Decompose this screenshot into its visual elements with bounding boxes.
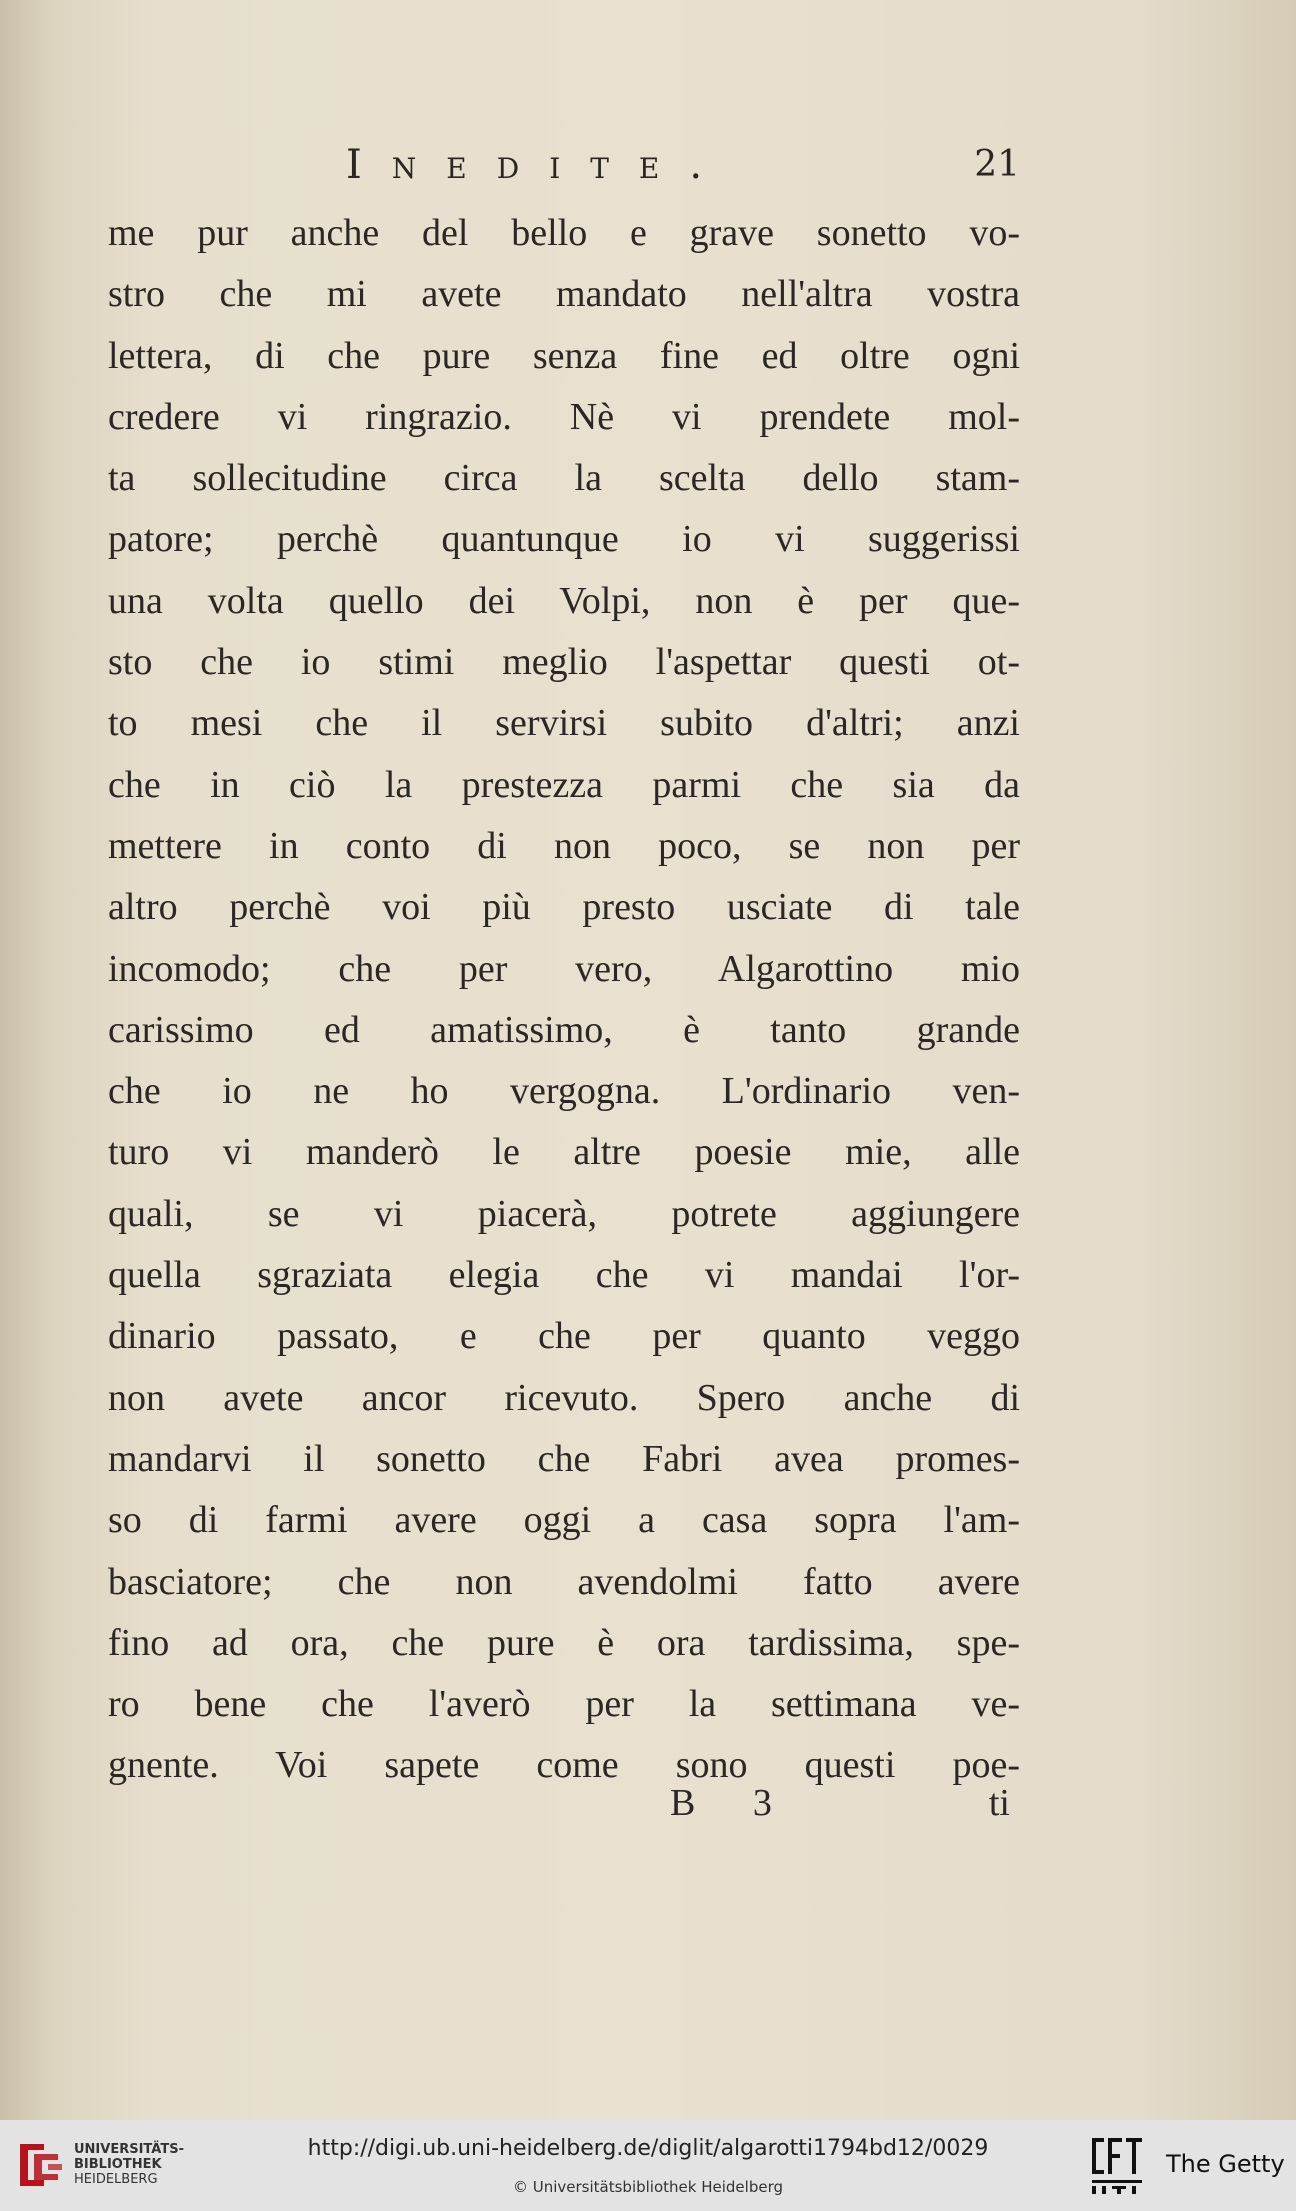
text-line: me pur anche del bello e grave sonetto vo- [108,212,1020,254]
getty-logo-icon[interactable] [1090,2136,1146,2196]
text-line: so di farmi avere oggi a casa sopra l'am- [108,1499,1020,1542]
text-line: ta sollecitudine circa la scelta dello stam- [108,457,1020,500]
text-line: altro perchè voi più presto usciate di tale [108,886,1020,929]
text-line: gnente. Voi sapete come sono questi poe- [108,1744,1020,1787]
body-text [108,203,1020,1797]
text-line: incomodo; che per vero, Algarottino mio [108,947,1020,990]
text-line: patore; perchè quantunque io vi suggerissi [108,518,1020,561]
viewer-footer [0,2120,1296,2211]
text-line: lettera, di che pure senza fine ed oltre ogni [108,334,1020,377]
text-line: mettere in conto di non poco, se non per [108,824,1020,867]
copyright-notice: © Universitätsbibliothek Heidelberg [512,2178,783,2196]
text-line: una volta quello dei Volpi, non è per que- [108,579,1020,622]
text-line: che io ne ho vergogna. L'ordinario ven- [108,1070,1020,1113]
permalink-url[interactable]: http://digi.ub.uni-heidelberg.de/diglit/algarotti1794bd12/0029 [307,2136,989,2161]
text-line: basciatore; che non avendolmi fatto avere [108,1560,1020,1603]
running-title: Inedite. [346,142,733,188]
partner-name[interactable]: The Getty [1166,2150,1285,2178]
text-line: turo vi manderò le altre poesie mie, alle [108,1131,1020,1174]
page-number: 21 [974,144,1020,185]
text-line: mandarvi il sonetto che Fabri avea promes- [108,1437,1020,1480]
text-line: to mesi che il servirsi subito d'altri; anzi [108,702,1020,745]
library-name-line: UNIVERSITÄTS- [74,2142,184,2157]
text-line: sto che io stimi meglio l'aspettar questi ot- [108,641,1020,684]
text-line: non avete ancor ricevuto. Spero anche di [108,1376,1020,1419]
catchword: ti [988,1782,1010,1824]
text-line: stro che mi avete mandato nell'altra vostra [108,273,1020,316]
library-name-line: HEIDELBERG [74,2172,158,2187]
library-name-line: BIBLIOTHEK [74,2157,162,2172]
printer-signature: B 3 [670,1782,796,1824]
text-line: quali, se vi piacerà, potrete aggiungere [108,1192,1020,1235]
text-line: quella sgraziata elegia che vi mandai l'or- [108,1254,1020,1297]
signature-line [108,1781,1020,1837]
running-head [108,142,1020,198]
text-line: fino ad ora, che pure è ora tardissima, spe- [108,1621,1020,1664]
text-line: che in ciò la prestezza parmi che sia da [108,763,1020,806]
text-line: ro bene che l'averò per la settimana ve- [108,1683,1020,1726]
text-line: credere vi ringrazio. Nè vi prendete mol- [108,395,1020,438]
text-line: dinario passato, e che per quanto veggo [108,1315,1020,1358]
text-line: carissimo ed amatissimo, è tanto grande [108,1008,1020,1051]
